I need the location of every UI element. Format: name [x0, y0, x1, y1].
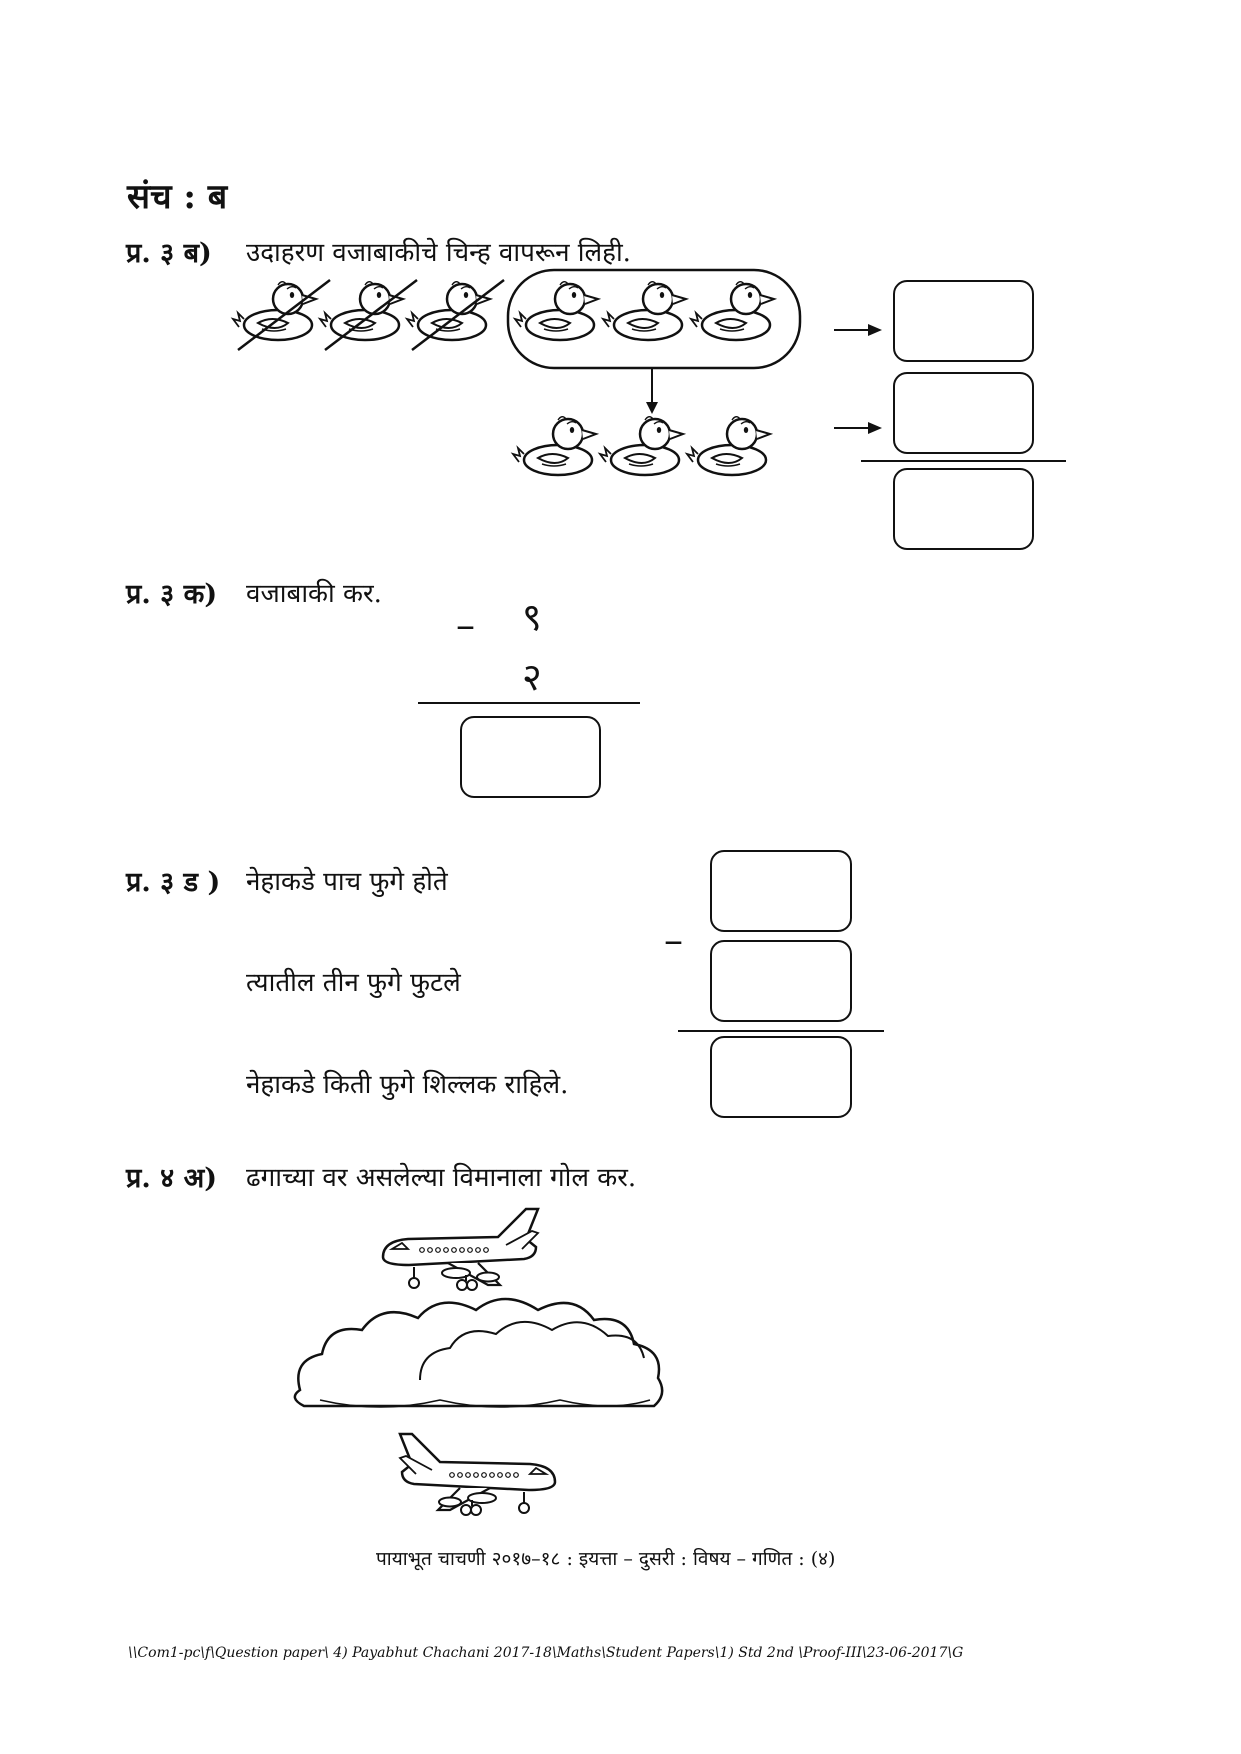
- page-footer: पायाभूत चाचणी २०१७–१८ : इयत्ता – दुसरी : विषय – गणित : (४): [376, 1548, 836, 1570]
- subtrahend: २: [522, 655, 542, 699]
- airplane-icon[interactable]: [383, 1209, 538, 1290]
- minus-sign: –: [664, 918, 683, 962]
- question-3d-line-1: नेहाकडे पाच फुगे होते: [246, 867, 448, 897]
- airplane-icon[interactable]: [400, 1434, 555, 1515]
- minuend: ९: [522, 595, 542, 639]
- question-3d-line-3: नेहाकडे किती फुगे शिल्लक राहिले.: [246, 1070, 569, 1100]
- minus-sign: –: [456, 603, 475, 647]
- question-3d-line-2: त्यातील तीन फुगे फुटले: [246, 968, 461, 998]
- question-3d-label: प्र. ३ ड ): [126, 867, 221, 898]
- cloud-icon: [295, 1299, 662, 1407]
- question-3b-text: उदाहरण वजाबाकीचे चिन्ह वापरून लिही.: [246, 238, 631, 268]
- question-3k-label: प्र. ३ क): [126, 579, 218, 610]
- question-4a-text: ढगाच्या वर असलेल्या विमानाला गोल कर.: [246, 1163, 637, 1193]
- question-3k-text: वजाबाकी कर.: [246, 579, 382, 609]
- question-3b-label: प्र. ३ ब): [126, 238, 212, 269]
- file-path: \\Com1-pc\f\Question paper\ 4) Payabhut Chachani 2017-18\Maths\Student Papers\1) Std 2nd \Proof-III\23-06-2017\G: [128, 1645, 964, 1661]
- set-title: संच : ब: [127, 177, 228, 217]
- question-4a-label: प्र. ४ अ): [126, 1163, 218, 1194]
